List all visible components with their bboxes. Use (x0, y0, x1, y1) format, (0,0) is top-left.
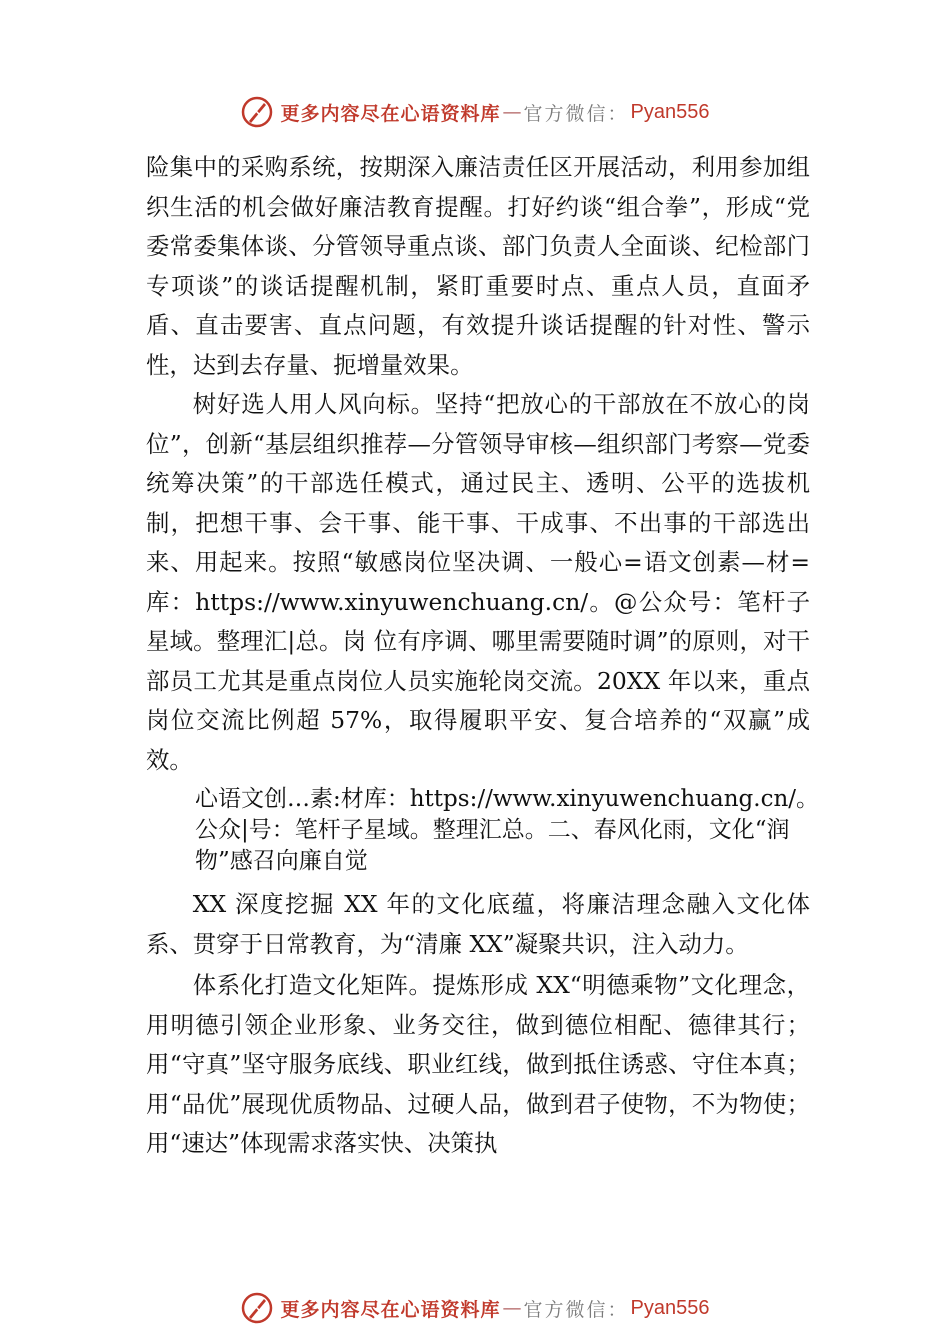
banner-wechat-id: Pyan556 (630, 1296, 710, 1319)
banner-colon: ： (607, 102, 627, 125)
banner-main-text: 更多内容尽在心语资料库 (280, 1298, 501, 1321)
document-body (146, 148, 820, 1164)
paragraph-2: 树好选人用人风向标。坚持“把放心的干部放在不放心的岗位”，创新“基层组织推荐—分管领导审核—组织部门考察—党委统筹决策”的干部选任模式，通过民主、透明、公平的选拔机制，把想干事、会干事、能干事、干成事、不出事的干部选出来、用起来。按照“敏感岗位坚决调、一般心=语文创素—材=库：https://www.xinyuwenchuang.cn/。@公众号：笔杆子星域。整理汇|总。岗 位有序调、哪里需要随时调”的原则，对干部员工尤其是重点岗位人员实施轮岗交流。20XX 年以来，重点岗位交流比例超 57%，取得履职平安、复合培养的“双赢”成效。 (146, 390, 810, 774)
quill-logo-icon (240, 1291, 274, 1325)
banner-official-label: 官方微信 (523, 1298, 608, 1321)
paragraph-4: 体系化打造文化矩阵。提炼形成 XX“明德乘物”文化理念，用明德引领企业形象、业务交往，做到德位相配、德律其行；用“守真”坚守服务底线、职业红线，做到抵住诱惑、守住本真；用“品优”展现优质物品、过硬人品，做到君子使物，不为物使；用“速达”体现需求落实快、决策执 (146, 971, 810, 1157)
banner-main-text: 更多内容尽在心语资料库 (280, 102, 501, 125)
quill-logo-icon (240, 95, 274, 129)
footer-banner (0, 1288, 950, 1328)
banner-official-label: 官方微信 (523, 102, 608, 125)
banner-wechat-id: Pyan556 (630, 100, 710, 123)
header-banner (0, 92, 950, 132)
banner-separator: — (502, 101, 522, 123)
paragraph-1: 险集中的采购系统，按期深入廉洁责任区开展活动，利用参加组织生活的机会做好廉洁教育提醒。打好约谈“组合拳”，形成“党委常委集体谈、分管领导重点谈、部门负责人全面谈、纪检部门专项谈”的谈话提醒机制，紧盯重要时点、重点人员，直面矛盾、直击要害、直点问题，有效提升谈话提醒的针对性、警示性，达到去存量、扼增量效果。 (146, 153, 810, 379)
watermark-line: 心语文创…素:材库：https://www.xinyuwenchuang.cn/。公众|号：笔杆子星域。整理汇总。二、春风化雨，文化“润物”感召向廉自觉 (195, 786, 820, 874)
paragraph-3: XX 深度挖掘 XX 年的文化底蕴，将廉洁理念融入文化体系、贯穿于日常教育，为“清廉 XX”凝聚共识，注入动力。 (146, 890, 810, 958)
banner-colon: ： (607, 1298, 627, 1321)
banner-separator: — (502, 1297, 522, 1319)
